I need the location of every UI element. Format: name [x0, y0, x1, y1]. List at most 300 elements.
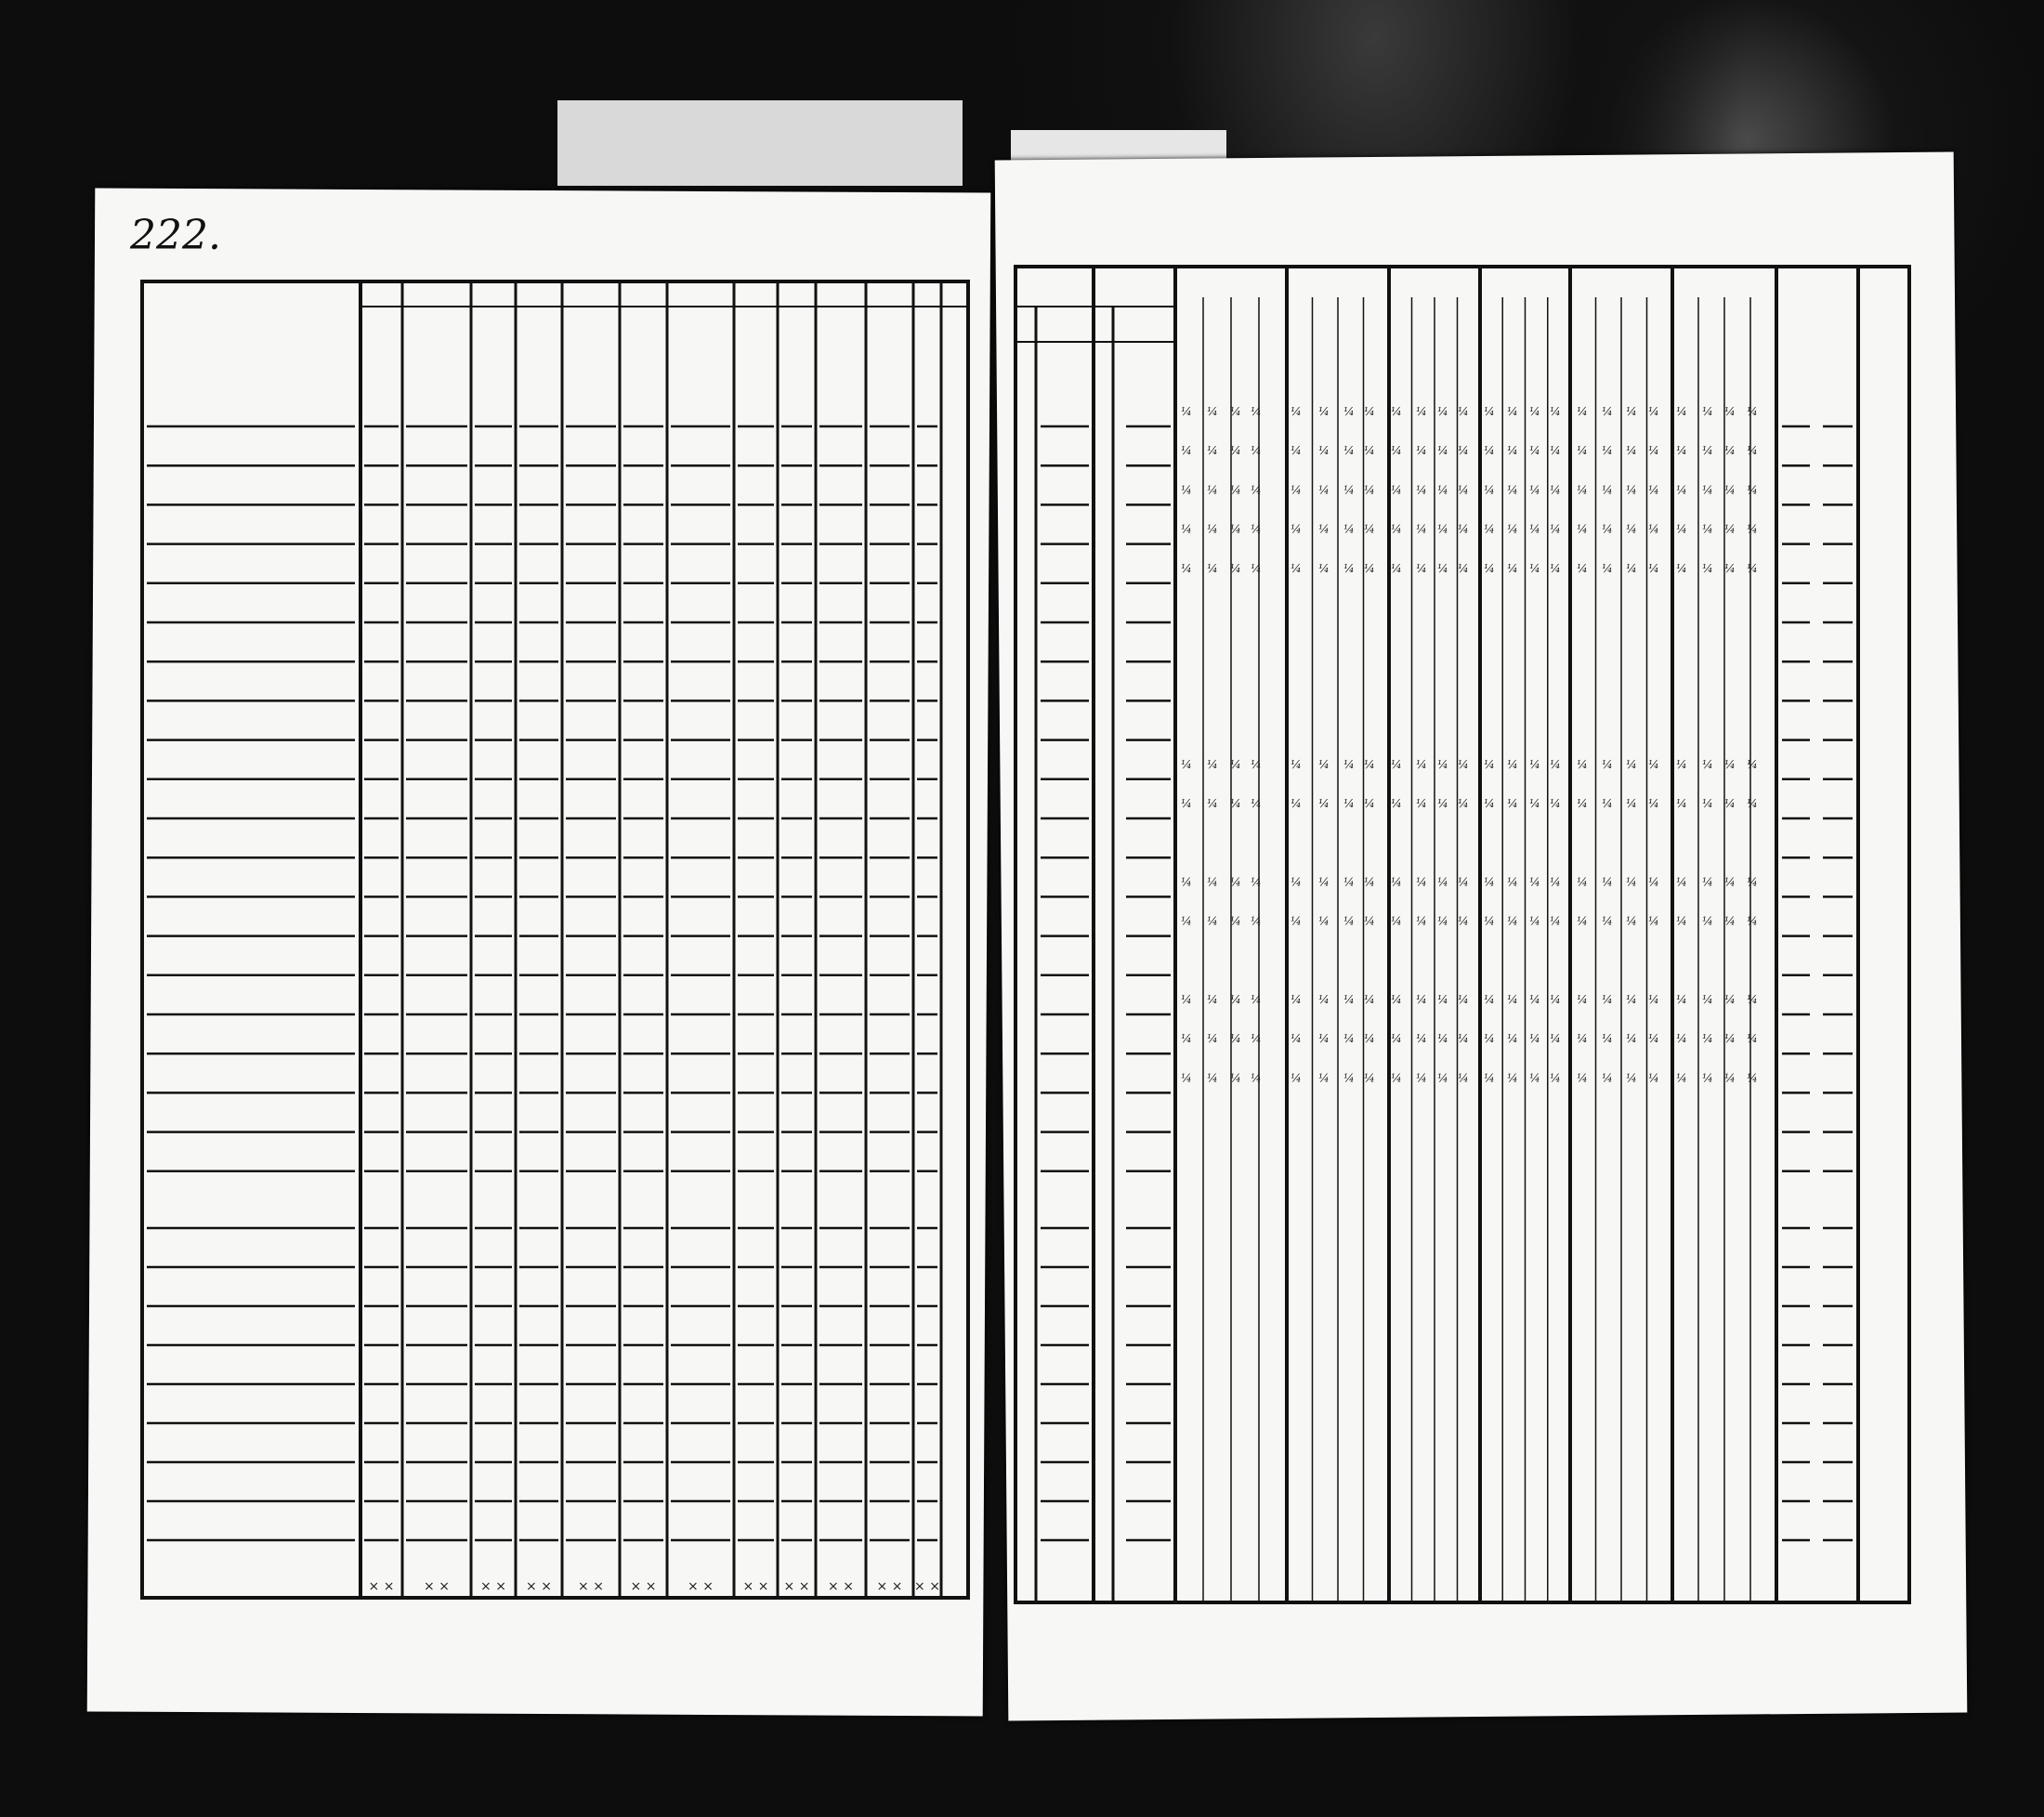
exam-fraction: ¼: [1724, 444, 1736, 458]
exam-fraction: ¼: [1391, 875, 1402, 889]
exam-fraction: ¼: [1507, 993, 1518, 1006]
exam-fraction: ¼: [1343, 797, 1355, 810]
exam-fraction: ¼: [1577, 797, 1588, 810]
exam-fraction: ¼: [1648, 405, 1659, 418]
exam-fraction: ¼: [1318, 444, 1330, 458]
exam-fraction: ¼: [1724, 797, 1736, 810]
exam-fraction: ¼: [1702, 797, 1713, 810]
exam-fraction: ¼: [1230, 561, 1241, 575]
exam-fraction: ¼: [1577, 993, 1588, 1006]
exam-fraction: ¼: [1626, 405, 1637, 418]
exam-fraction: ¼: [1676, 875, 1687, 889]
exam-fraction: ¼: [1251, 757, 1262, 771]
exam-fraction: ¼: [1529, 875, 1540, 889]
exam-fraction: ¼: [1676, 444, 1687, 458]
exam-fraction: ¼: [1626, 1071, 1637, 1085]
exam-fraction: ¼: [1318, 1032, 1330, 1046]
exam-fraction: ¼: [1291, 522, 1302, 536]
exam-fraction: ¼: [1550, 1032, 1561, 1046]
exam-fraction: ¼: [1207, 444, 1218, 458]
exam-fraction: ¼: [1343, 1071, 1355, 1085]
exam-fraction: ¼: [1529, 1071, 1540, 1085]
exam-fraction: ¼: [1251, 993, 1262, 1006]
exam-fraction: ¼: [1318, 797, 1330, 810]
exam-fraction: ¼: [1391, 522, 1402, 536]
exam-fraction: ¼: [1391, 444, 1402, 458]
exam-fraction: ¼: [1602, 757, 1613, 771]
exam-fraction: ¼: [1507, 757, 1518, 771]
exam-fraction: ¼: [1291, 875, 1302, 889]
exam-fraction: ¼: [1648, 522, 1659, 536]
exam-fraction: ¼: [1676, 561, 1687, 575]
exam-fraction: ¼: [1602, 1071, 1613, 1085]
exam-fraction: ¼: [1507, 405, 1518, 418]
exam-fraction: ¼: [1437, 757, 1448, 771]
exam-fraction: ¼: [1291, 1032, 1302, 1046]
exam-fraction: ¼: [1529, 914, 1540, 928]
exam-fraction: ¼: [1343, 875, 1355, 889]
exam-fraction: ¼: [1230, 757, 1241, 771]
exam-fraction: ¼: [1458, 757, 1469, 771]
exam-fraction: ¼: [1676, 522, 1687, 536]
exam-fraction: ¼: [1484, 797, 1495, 810]
exam-fraction: ¼: [1391, 797, 1402, 810]
page-number: 222.: [130, 212, 221, 259]
exam-fraction: ¼: [1364, 875, 1375, 889]
footer-mark: × ×: [368, 1579, 395, 1594]
exam-fraction: ¼: [1207, 483, 1218, 497]
exam-fraction: ¼: [1181, 483, 1192, 497]
exam-fraction: ¼: [1181, 561, 1192, 575]
exam-fraction: ¼: [1724, 561, 1736, 575]
exam-fraction: ¼: [1251, 561, 1262, 575]
exam-fraction: ¼: [1181, 757, 1192, 771]
exam-fraction: ¼: [1318, 483, 1330, 497]
exam-fraction: ¼: [1602, 914, 1613, 928]
exam-fraction: ¼: [1230, 1071, 1241, 1085]
exam-fraction: ¼: [1318, 914, 1330, 928]
exam-fraction: ¼: [1207, 797, 1218, 810]
exam-fraction: ¼: [1230, 483, 1241, 497]
exam-fraction: ¼: [1577, 522, 1588, 536]
exam-fraction: ¼: [1648, 757, 1659, 771]
exam-fraction: ¼: [1251, 797, 1262, 810]
exam-fraction: ¼: [1391, 757, 1402, 771]
exam-fraction: ¼: [1507, 1032, 1518, 1046]
exam-fraction: ¼: [1343, 561, 1355, 575]
exam-fraction: ¼: [1391, 1032, 1402, 1046]
exam-fraction: ¼: [1550, 444, 1561, 458]
exam-fraction: ¼: [1416, 483, 1427, 497]
exam-fraction: ¼: [1507, 797, 1518, 810]
exam-fraction: ¼: [1550, 561, 1561, 575]
exam-fraction: ¼: [1529, 797, 1540, 810]
exam-fraction: ¼: [1251, 522, 1262, 536]
exam-fraction: ¼: [1747, 875, 1758, 889]
exam-fraction: ¼: [1318, 875, 1330, 889]
exam-fraction: ¼: [1251, 405, 1262, 418]
exam-fraction: ¼: [1550, 522, 1561, 536]
exam-fraction: ¼: [1747, 561, 1758, 575]
exam-fraction: ¼: [1602, 797, 1613, 810]
exam-fraction: ¼: [1251, 1071, 1262, 1085]
exam-fraction: ¼: [1364, 914, 1375, 928]
exam-fraction: ¼: [1484, 561, 1495, 575]
exam-fraction: ¼: [1724, 914, 1736, 928]
exam-fraction: ¼: [1747, 914, 1758, 928]
exam-fraction: ¼: [1648, 1032, 1659, 1046]
exam-fraction: ¼: [1416, 405, 1427, 418]
footer-mark: × ×: [630, 1579, 657, 1594]
exam-fraction: ¼: [1230, 522, 1241, 536]
exam-fraction: ¼: [1747, 522, 1758, 536]
exam-fraction: ¼: [1724, 875, 1736, 889]
exam-fraction: ¼: [1391, 405, 1402, 418]
exam-fraction: ¼: [1318, 1071, 1330, 1085]
exam-fraction: ¼: [1484, 875, 1495, 889]
exam-fraction: ¼: [1648, 914, 1659, 928]
exam-fraction: ¼: [1251, 914, 1262, 928]
exam-fraction: ¼: [1747, 405, 1758, 418]
exam-fraction: ¼: [1747, 1071, 1758, 1085]
exam-fraction: ¼: [1207, 1071, 1218, 1085]
exam-fraction: ¼: [1364, 483, 1375, 497]
exam-fraction: ¼: [1181, 522, 1192, 536]
exam-fraction: ¼: [1458, 405, 1469, 418]
exam-fraction: ¼: [1626, 444, 1637, 458]
exam-fraction: ¼: [1484, 1032, 1495, 1046]
exam-fraction: ¼: [1676, 993, 1687, 1006]
exam-fraction: ¼: [1458, 444, 1469, 458]
exam-fraction: ¼: [1676, 797, 1687, 810]
footer-mark: × ×: [688, 1579, 714, 1594]
footer-mark: × ×: [526, 1579, 552, 1594]
exam-fraction: ¼: [1207, 405, 1218, 418]
exam-fraction: ¼: [1291, 914, 1302, 928]
exam-fraction: ¼: [1626, 993, 1637, 1006]
exam-fraction: ¼: [1702, 757, 1713, 771]
exam-fraction: ¼: [1676, 1032, 1687, 1046]
exam-fraction: ¼: [1458, 797, 1469, 810]
exam-fraction: ¼: [1484, 483, 1495, 497]
exam-fraction: ¼: [1702, 1032, 1713, 1046]
exam-fraction: ¼: [1529, 1032, 1540, 1046]
exam-fraction: ¼: [1437, 797, 1448, 810]
exam-fraction: ¼: [1437, 483, 1448, 497]
exam-fraction: ¼: [1484, 993, 1495, 1006]
exam-fraction: ¼: [1364, 1032, 1375, 1046]
exam-fraction: ¼: [1437, 561, 1448, 575]
exam-fraction: ¼: [1364, 522, 1375, 536]
exam-fraction: ¼: [1416, 914, 1427, 928]
exam-fraction: ¼: [1648, 875, 1659, 889]
exam-fraction: ¼: [1507, 914, 1518, 928]
exam-fraction: ¼: [1648, 561, 1659, 575]
exam-fraction: ¼: [1416, 1071, 1427, 1085]
exam-fraction: ¼: [1416, 561, 1427, 575]
exam-fraction: ¼: [1648, 1071, 1659, 1085]
exam-fraction: ¼: [1507, 444, 1518, 458]
exam-fraction: ¼: [1391, 483, 1402, 497]
exam-fraction: ¼: [1416, 444, 1427, 458]
exam-fraction: ¼: [1207, 522, 1218, 536]
exam-fraction: ¼: [1507, 483, 1518, 497]
exam-fraction: ¼: [1458, 1071, 1469, 1085]
exam-fraction: ¼: [1577, 405, 1588, 418]
exam-fraction: ¼: [1602, 1032, 1613, 1046]
exam-fraction: ¼: [1251, 1032, 1262, 1046]
exam-fraction: ¼: [1181, 444, 1192, 458]
exam-fraction: ¼: [1626, 914, 1637, 928]
exam-fraction: ¼: [1602, 405, 1613, 418]
exam-fraction: ¼: [1181, 875, 1192, 889]
exam-fraction: ¼: [1529, 561, 1540, 575]
exam-fraction: ¼: [1416, 875, 1427, 889]
exam-fraction: ¼: [1181, 1071, 1192, 1085]
exam-fraction: ¼: [1747, 444, 1758, 458]
exam-fraction: ¼: [1343, 993, 1355, 1006]
exam-fraction: ¼: [1291, 561, 1302, 575]
exam-fraction: ¼: [1437, 1071, 1448, 1085]
exam-fraction: ¼: [1702, 914, 1713, 928]
exam-fraction: ¼: [1507, 1071, 1518, 1085]
exam-fraction: ¼: [1550, 405, 1561, 418]
exam-fraction: ¼: [1291, 1071, 1302, 1085]
exam-fraction: ¼: [1181, 1032, 1192, 1046]
exam-fraction: ¼: [1747, 483, 1758, 497]
exam-fraction: ¼: [1318, 757, 1330, 771]
footer-mark: × ×: [424, 1579, 450, 1594]
exam-fraction: ¼: [1724, 405, 1736, 418]
exam-fraction: ¼: [1437, 875, 1448, 889]
exam-fraction: ¼: [1364, 561, 1375, 575]
exam-fraction: ¼: [1602, 444, 1613, 458]
exam-fraction: ¼: [1364, 444, 1375, 458]
exam-fraction: ¼: [1391, 1071, 1402, 1085]
exam-fraction: ¼: [1416, 1032, 1427, 1046]
exam-fraction: ¼: [1529, 405, 1540, 418]
exam-fraction: ¼: [1648, 993, 1659, 1006]
exam-fraction: ¼: [1416, 522, 1427, 536]
exam-fraction: ¼: [1458, 483, 1469, 497]
exam-fraction: ¼: [1391, 914, 1402, 928]
exam-fraction: ¼: [1702, 1071, 1713, 1085]
exam-fraction: ¼: [1437, 914, 1448, 928]
exam-fraction: ¼: [1181, 405, 1192, 418]
exam-fraction: ¼: [1602, 483, 1613, 497]
footer-mark: × ×: [828, 1579, 854, 1594]
exam-fraction: ¼: [1484, 914, 1495, 928]
exam-fraction: ¼: [1230, 993, 1241, 1006]
exam-fraction: ¼: [1343, 444, 1355, 458]
exam-fraction: ¼: [1416, 757, 1427, 771]
exam-fraction: ¼: [1181, 993, 1192, 1006]
exam-fraction: ¼: [1343, 1032, 1355, 1046]
exam-fraction: ¼: [1676, 405, 1687, 418]
exam-fraction: ¼: [1648, 444, 1659, 458]
exam-fraction: ¼: [1343, 914, 1355, 928]
exam-fraction: ¼: [1702, 993, 1713, 1006]
exam-fraction: ¼: [1207, 757, 1218, 771]
exam-fraction: ¼: [1702, 405, 1713, 418]
footer-mark: × ×: [742, 1579, 769, 1594]
exam-fraction: ¼: [1458, 914, 1469, 928]
exam-fraction: ¼: [1626, 797, 1637, 810]
exam-fraction: ¼: [1437, 993, 1448, 1006]
exam-fraction: ¼: [1251, 483, 1262, 497]
exam-fraction: ¼: [1550, 1071, 1561, 1085]
exam-fraction: ¼: [1291, 797, 1302, 810]
exam-fraction: ¼: [1747, 993, 1758, 1006]
exam-fraction: ¼: [1676, 757, 1687, 771]
exam-fraction: ¼: [1343, 483, 1355, 497]
exam-fraction: ¼: [1577, 875, 1588, 889]
exam-fraction: ¼: [1577, 561, 1588, 575]
exam-fraction: ¼: [1626, 522, 1637, 536]
exam-fraction: ¼: [1251, 875, 1262, 889]
exam-fraction: ¼: [1291, 483, 1302, 497]
exam-fraction: ¼: [1364, 757, 1375, 771]
exam-fraction: ¼: [1577, 757, 1588, 771]
exam-fraction: ¼: [1550, 483, 1561, 497]
exam-fraction: ¼: [1602, 875, 1613, 889]
exam-fraction: ¼: [1343, 757, 1355, 771]
exam-fraction: ¼: [1529, 522, 1540, 536]
exam-fraction: ¼: [1602, 993, 1613, 1006]
exam-fraction: ¼: [1747, 1032, 1758, 1046]
exam-fraction: ¼: [1676, 483, 1687, 497]
exam-fraction: ¼: [1484, 522, 1495, 536]
exam-fraction: ¼: [1550, 993, 1561, 1006]
exam-fraction: ¼: [1747, 757, 1758, 771]
exam-fraction: ¼: [1724, 993, 1736, 1006]
exam-fraction: ¼: [1702, 444, 1713, 458]
exam-fraction: ¼: [1626, 875, 1637, 889]
exam-fraction: ¼: [1343, 522, 1355, 536]
exam-fraction: ¼: [1458, 993, 1469, 1006]
exam-fraction: ¼: [1458, 561, 1469, 575]
exam-fraction: ¼: [1550, 757, 1561, 771]
exam-fraction: ¼: [1484, 757, 1495, 771]
exam-fraction: ¼: [1484, 1071, 1495, 1085]
exam-fraction: ¼: [1577, 914, 1588, 928]
exam-fraction: ¼: [1626, 483, 1637, 497]
exam-fraction: ¼: [1529, 993, 1540, 1006]
exam-fraction: ¼: [1702, 522, 1713, 536]
exam-fraction: ¼: [1364, 993, 1375, 1006]
exam-fraction: ¼: [1291, 993, 1302, 1006]
exam-fraction: ¼: [1484, 444, 1495, 458]
exam-fraction: ¼: [1391, 993, 1402, 1006]
footer-mark: × ×: [876, 1579, 903, 1594]
exam-fraction: ¼: [1230, 405, 1241, 418]
exam-fraction: ¼: [1602, 561, 1613, 575]
exam-fraction: ¼: [1364, 797, 1375, 810]
exam-fraction: ¼: [1230, 797, 1241, 810]
footer-mark: × ×: [914, 1579, 940, 1594]
exam-fraction: ¼: [1724, 1071, 1736, 1085]
exam-fraction: ¼: [1577, 1032, 1588, 1046]
exam-fraction: ¼: [1416, 993, 1427, 1006]
exam-fraction: ¼: [1626, 1032, 1637, 1046]
exam-fraction: ¼: [1507, 875, 1518, 889]
footer-mark: × ×: [783, 1579, 810, 1594]
exam-fraction: ¼: [1364, 405, 1375, 418]
exam-fraction: ¼: [1702, 561, 1713, 575]
exam-fraction: ¼: [1181, 797, 1192, 810]
exam-fraction: ¼: [1207, 1032, 1218, 1046]
exam-fraction: ¼: [1724, 483, 1736, 497]
exam-fraction: ¼: [1318, 993, 1330, 1006]
exam-fraction: ¼: [1458, 1032, 1469, 1046]
exam-fraction: ¼: [1602, 522, 1613, 536]
exam-fraction: ¼: [1648, 483, 1659, 497]
exam-fraction: ¼: [1702, 483, 1713, 497]
exam-fraction: ¼: [1364, 1071, 1375, 1085]
exam-fraction: ¼: [1507, 561, 1518, 575]
exam-fraction: ¼: [1230, 1032, 1241, 1046]
exam-fraction: ¼: [1318, 561, 1330, 575]
exam-fraction: ¼: [1437, 444, 1448, 458]
exam-fraction: ¼: [1458, 875, 1469, 889]
exam-fraction: ¼: [1676, 914, 1687, 928]
exam-fraction: ¼: [1416, 797, 1427, 810]
exam-fraction: ¼: [1207, 875, 1218, 889]
exam-fraction: ¼: [1577, 483, 1588, 497]
exam-fraction: ¼: [1577, 444, 1588, 458]
exam-fraction: ¼: [1724, 757, 1736, 771]
exam-fraction: ¼: [1230, 875, 1241, 889]
exam-fraction: ¼: [1724, 522, 1736, 536]
footer-mark: × ×: [578, 1579, 604, 1594]
exam-fraction: ¼: [1484, 405, 1495, 418]
exam-fraction: ¼: [1529, 444, 1540, 458]
exam-fraction: ¼: [1318, 405, 1330, 418]
exam-fraction: ¼: [1702, 875, 1713, 889]
exam-fraction: ¼: [1230, 444, 1241, 458]
exam-fraction: ¼: [1747, 797, 1758, 810]
exam-fraction: ¼: [1318, 522, 1330, 536]
exam-fraction: ¼: [1437, 405, 1448, 418]
exam-fraction: ¼: [1230, 914, 1241, 928]
exam-fraction: ¼: [1437, 1032, 1448, 1046]
exam-fraction: ¼: [1648, 797, 1659, 810]
exam-fraction: ¼: [1626, 757, 1637, 771]
exam-fraction: ¼: [1724, 1032, 1736, 1046]
exam-fraction: ¼: [1550, 914, 1561, 928]
exam-fraction: ¼: [1207, 993, 1218, 1006]
exam-fraction: ¼: [1207, 914, 1218, 928]
exam-fraction: ¼: [1437, 522, 1448, 536]
exam-fraction: ¼: [1676, 1071, 1687, 1085]
exam-fraction: ¼: [1343, 405, 1355, 418]
exam-fraction: ¼: [1291, 444, 1302, 458]
exam-fraction: ¼: [1181, 914, 1192, 928]
exam-fraction: ¼: [1529, 757, 1540, 771]
exam-fraction: ¼: [1626, 561, 1637, 575]
exam-fraction: ¼: [1391, 561, 1402, 575]
exam-fraction: ¼: [1507, 522, 1518, 536]
exam-fraction: ¼: [1291, 757, 1302, 771]
exam-fraction: ¼: [1207, 561, 1218, 575]
exam-fraction: ¼: [1550, 797, 1561, 810]
exam-fraction: ¼: [1577, 1071, 1588, 1085]
exam-fraction: ¼: [1550, 875, 1561, 889]
footer-mark: × ×: [480, 1579, 506, 1594]
exam-fraction: ¼: [1529, 483, 1540, 497]
exam-fraction: ¼: [1251, 444, 1262, 458]
exam-fraction: ¼: [1458, 522, 1469, 536]
